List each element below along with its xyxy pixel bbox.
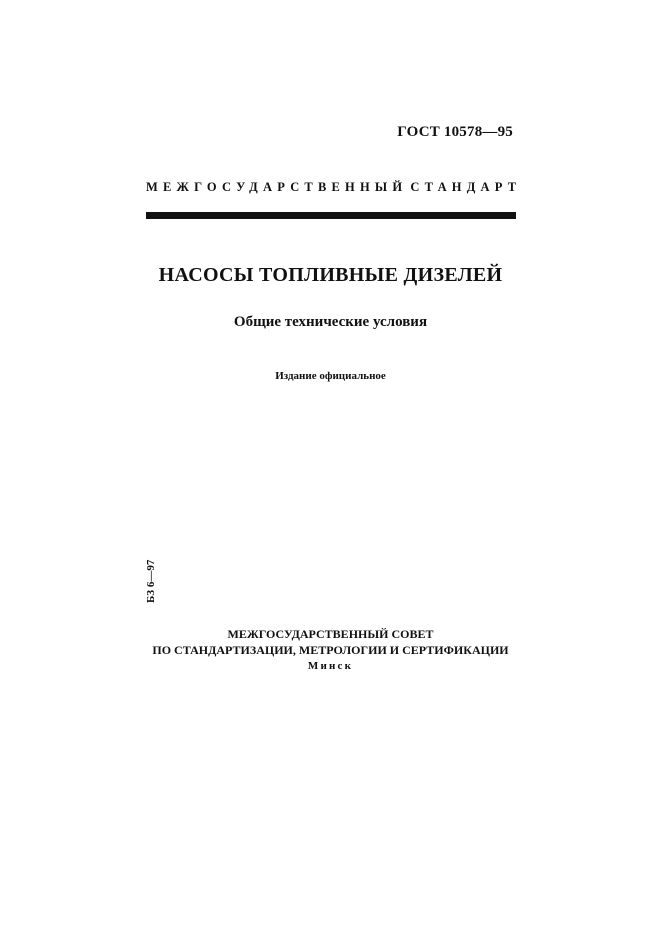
document-code: ГОСТ 10578—95 <box>397 124 513 140</box>
header-rule <box>146 212 516 219</box>
standard-category <box>146 180 522 195</box>
document-title: НАСОСЫ ТОПЛИВНЫЕ ДИЗЕЛЕЙ <box>158 264 503 286</box>
category-word-2: СТАНДАРТ <box>410 180 522 194</box>
publisher-line-2: ПО СТАНДАРТИЗАЦИИ, МЕТРОЛОГИИ И СЕРТИФИКАЦИИ <box>152 643 509 657</box>
edition-note: Издание официальное <box>275 370 386 382</box>
side-code: БЗ 6—97 <box>145 559 157 603</box>
publisher-block <box>0 626 661 674</box>
document-subtitle: Общие технические условия <box>233 314 428 330</box>
category-word-1: МЕЖГОСУДАРСТВЕННЫЙ <box>146 180 408 194</box>
publisher-line-1: МЕЖГОСУДАРСТВЕННЫЙ СОВЕТ <box>227 627 434 641</box>
publisher-city: Минск <box>307 660 354 672</box>
